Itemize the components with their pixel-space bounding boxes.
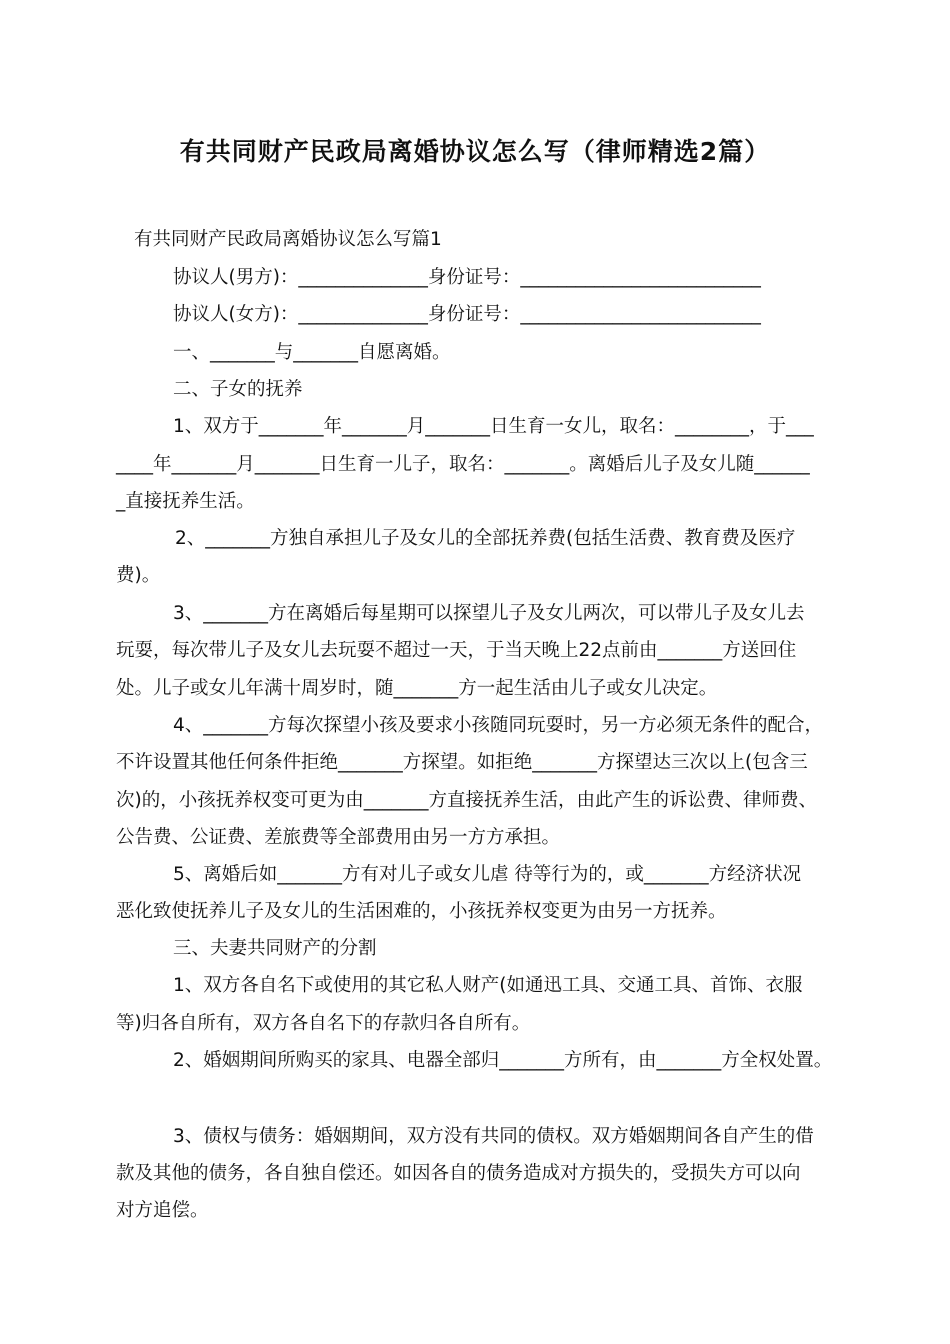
- paragraph-line: 4、_______方每次探望小孩及要求小孩随同玩耍时，另一方必须无条件的配合，: [173, 715, 824, 736]
- paragraph-line: ____年_______月_______日生育一儿子，取名：_______。离婚后儿子及女儿随______: [116, 454, 810, 475]
- paragraph-line: 处。儿子或女儿年满十周岁时，随_______方一起生活由儿子或女儿决定。: [116, 678, 718, 699]
- paragraph-line: 1、双方于_______年_______月_______日生育一女儿，取名：________，于___: [173, 416, 814, 437]
- paragraph-line: 公告费、公证费、差旅费等全部费用由另一方方承担。: [116, 827, 561, 848]
- paragraph-line: 协议人(女方)：______________身份证号：__________________________: [173, 304, 761, 325]
- paragraph-line: 协议人(男方)：______________身份证号：__________________________: [173, 267, 761, 288]
- paragraph-line: _直接抚养生活。: [116, 491, 255, 512]
- paragraph-line: 玩耍，每次带儿子及女儿去玩耍不超过一天，于当天晚上22点前由_______方送回住: [116, 640, 797, 661]
- paragraph-line: 一、_______与_______自愿离婚。: [173, 342, 451, 363]
- paragraph-line: 二、子女的抚养: [173, 379, 303, 400]
- paragraph-line: 费)。: [116, 565, 161, 586]
- document-title: 有共同财产民政局离婚协议怎么写（律师精选2篇）: [179, 137, 771, 166]
- paragraph-line: 2、婚姻期间所购买的家具、电器全部归_______方所有，由_______方全权处置。: [173, 1050, 833, 1071]
- paragraph-line: 等)归各自所有，双方各自名下的存款归各自所有。: [116, 1013, 531, 1034]
- paragraph-line: 2、_______方独自承担儿子及女儿的全部抚养费(包括生活费、教育费及医疗: [175, 528, 796, 549]
- paragraph-line: 5、离婚后如_______方有对儿子或女儿虐 待等行为的，或_______方经济状况: [173, 864, 802, 885]
- paragraph-line: 1、双方各自名下或使用的其它私人财产(如通迅工具、交通工具、首饰、衣服: [173, 975, 803, 996]
- paragraph-line: 三、夫妻共同财产的分割: [173, 938, 377, 959]
- paragraph-line: 次)的，小孩抚养权变可更为由_______方直接抚养生活，由此产生的诉讼费、律师费、: [116, 790, 817, 811]
- paragraph-line: 3、_______方在离婚后每星期可以探望儿子及女儿两次，可以带儿子及女儿去: [173, 603, 805, 624]
- section-heading: 有共同财产民政局离婚协议怎么写篇1: [134, 229, 442, 250]
- paragraph-line: 不许设置其他任何条件拒绝_______方探望。如拒绝_______方探望达三次以上(包含三: [116, 752, 808, 773]
- paragraph-line: 恶化致使抚养儿子及女儿的生活困难的，小孩抚养权变更为由另一方抚养。: [116, 901, 727, 922]
- paragraph-line: 对方追偿。: [116, 1200, 209, 1221]
- paragraph-line: 3、债权与债务：婚姻期间，双方没有共同的债权。双方婚姻期间各自产生的借: [173, 1126, 814, 1147]
- paragraph-line: 款及其他的债务，各自独自偿还。如因各自的债务造成对方损失的，受损失方可以向: [116, 1163, 801, 1184]
